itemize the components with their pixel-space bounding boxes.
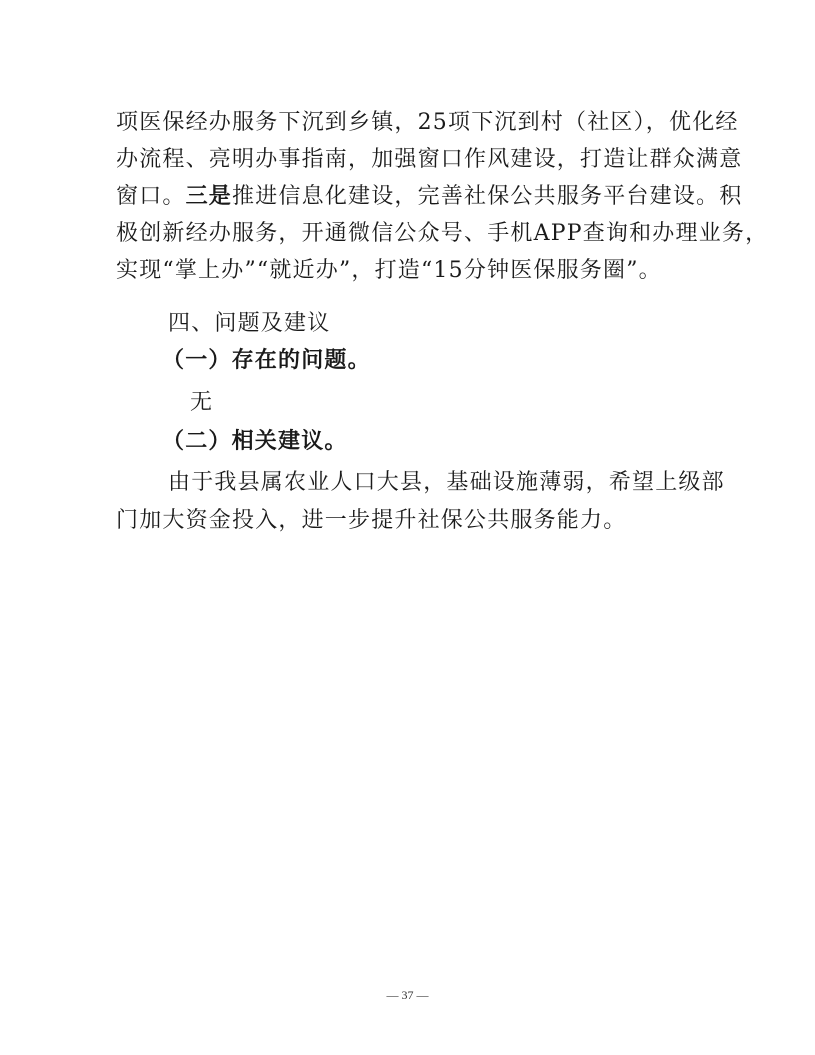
- paragraph-text: 推进信息化建设，完善社保公共服务平台建设。积: [232, 184, 743, 209]
- page-number: — 37 —: [386, 988, 429, 1002]
- paragraph-line: [116, 184, 742, 210]
- section-heading: 四、问题及建议: [168, 311, 331, 336]
- paragraph-line: 项医保经办服务下沉到乡镇，25项下沉到村（社区），优化经: [116, 110, 739, 135]
- paragraph-line: 办流程、亮明办事指南，加强窗口作风建设，打造让群众满意: [116, 147, 743, 172]
- paragraph-line: 由于我县属农业人口大县，基础设施薄弱，希望上级部: [168, 470, 725, 495]
- paragraph-text: 窗口。: [116, 184, 186, 209]
- emphasis-text: 三是: [185, 184, 233, 209]
- paragraph-line: 实现“掌上办”“就近办”，打造“15分钟医保服务圈”。: [116, 258, 662, 283]
- subsection-heading-suggestions: （二）相关建议。: [162, 429, 348, 454]
- paragraph-line: 极创新经办服务，开通微信公众号、手机APP查询和办理业务，: [116, 221, 769, 246]
- subsection-body-problems: 无: [190, 390, 214, 415]
- subsection-heading-problems: （一）存在的问题。: [162, 348, 371, 373]
- paragraph-line: 门加大资金投入，进一步提升社保公共服务能力。: [116, 508, 627, 533]
